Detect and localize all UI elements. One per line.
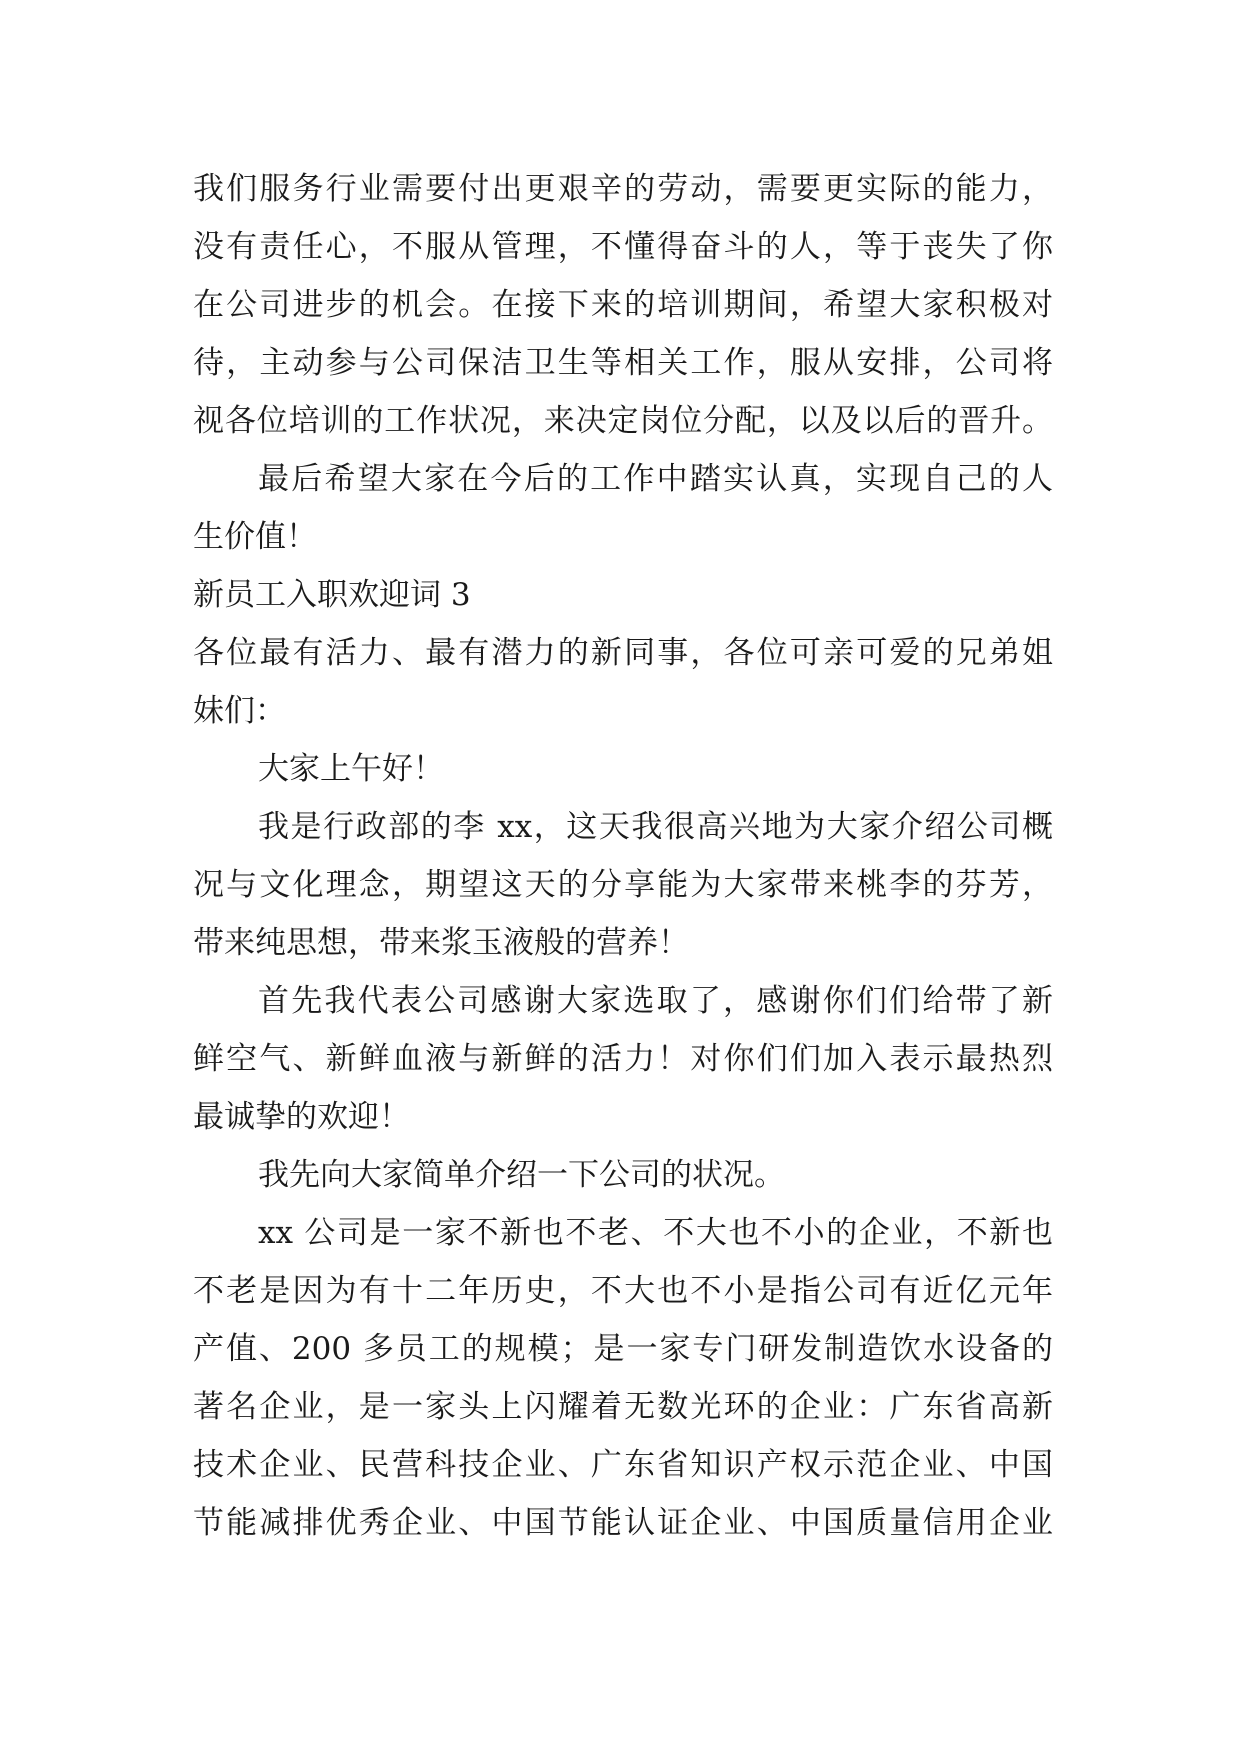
text-line: 视各位培训的工作状况，来决定岗位分配，以及以后的晋升。 (193, 403, 1053, 439)
text-line: 没有责任心，不服从管理，不懂得奋斗的人，等于丧失了你 (193, 229, 1053, 265)
text-line: 首先我代表公司感谢大家选取了，感谢你们们给带了新 (258, 983, 1053, 1019)
text-line: 节能减排优秀企业、中国节能认证企业、中国质量信用企业 (193, 1505, 1053, 1541)
text-line: 著名企业，是一家头上闪耀着无数光环的企业：广东省高新 (193, 1389, 1053, 1425)
text-line: 妹们： (193, 693, 286, 729)
text-line: xx 公司是一家不新也不老、不大也不小的企业，不新也 (258, 1215, 1053, 1251)
text-line: 技术企业、民营科技企业、广东省知识产权示范企业、中国 (193, 1447, 1053, 1483)
text-line: 况与文化理念，期望这天的分享能为大家带来桃李的芬芳， (193, 867, 1053, 903)
text-line: 鲜空气、新鲜血液与新鲜的活力！对你们们加入表示最热烈 (193, 1041, 1053, 1077)
text-line: 在公司进步的机会。在接下来的培训期间，希望大家积极对 (193, 287, 1053, 323)
text-line: 带来纯思想，带来浆玉液般的营养！ (193, 925, 689, 961)
text-line: 大家上午好！ (258, 751, 444, 787)
text-line: 不老是因为有十二年历史，不大也不小是指公司有近亿元年 (193, 1273, 1053, 1309)
text-line: 我先向大家简单介绍一下公司的状况。 (258, 1157, 785, 1193)
text-line: 产值、200 多员工的规模；是一家专门研发制造饮水设备的 (193, 1331, 1053, 1367)
text-line: 各位最有活力、最有潜力的新同事，各位可亲可爱的兄弟姐 (193, 635, 1053, 671)
text-line: 待，主动参与公司保洁卫生等相关工作，服从安排，公司将 (193, 345, 1053, 381)
text-line: 最诚挚的欢迎！ (193, 1099, 410, 1135)
text-line: 最后希望大家在今后的工作中踏实认真，实现自己的人 (258, 461, 1053, 497)
section-heading: 新员工入职欢迎词 3 (193, 577, 471, 613)
text-line: 我是行政部的李 xx，这天我很高兴地为大家介绍公司概 (258, 809, 1053, 845)
text-line: 生价值！ (193, 519, 317, 555)
text-line: 我们服务行业需要付出更艰辛的劳动，需要更实际的能力， (193, 171, 1053, 207)
